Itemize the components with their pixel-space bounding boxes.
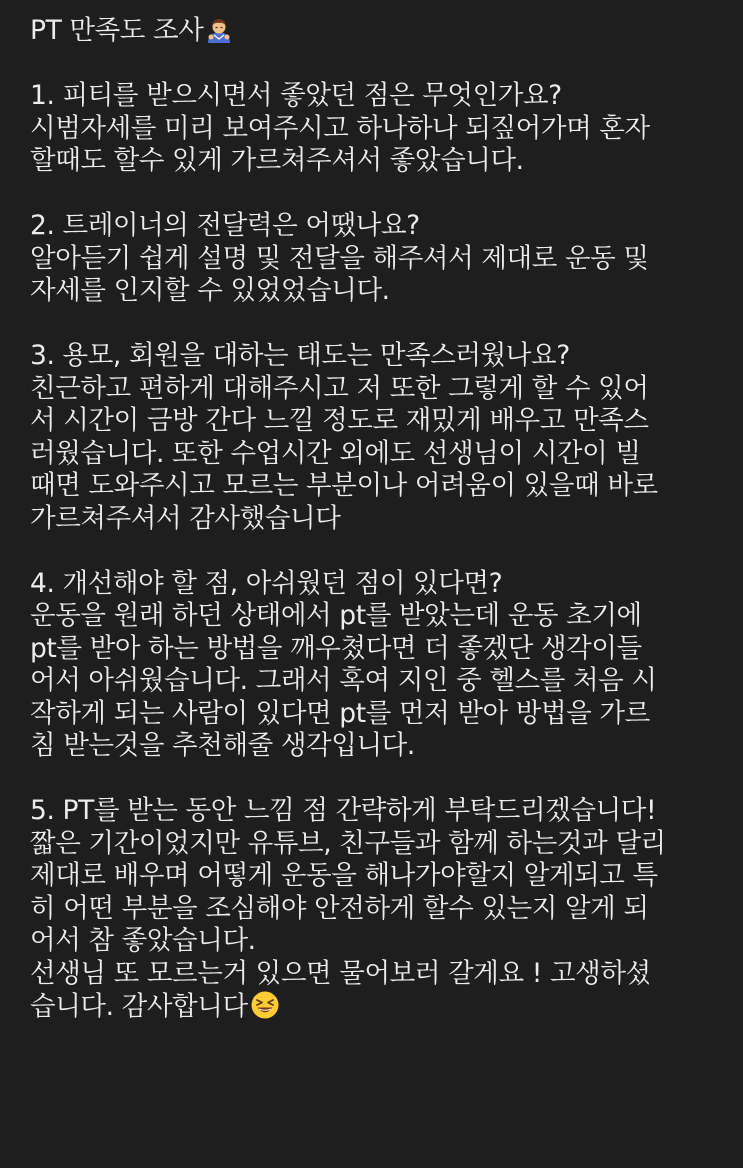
answer-4-line: 작하게 되는 사람이 있다면 pt를 먼저 받아 방법을 가르 xyxy=(30,697,650,729)
spacer xyxy=(30,48,730,81)
answer-4-line: pt를 받아 하는 방법을 깨우쳤다면 더 좋겠단 생각이들 xyxy=(30,632,642,664)
spacer xyxy=(30,308,730,341)
spacer xyxy=(30,763,730,796)
answer-5-line: 히 어떤 부분을 조심해야 안전하게 할수 있는지 알게 되 xyxy=(30,892,649,924)
answer-3-line: 친근하고 편하게 대해주시고 저 또한 그렇게 할 수 있어 xyxy=(30,372,649,404)
answer-2-line: 알아듣기 쉽게 설명 및 전달을 해주셔서 제대로 운동 및 xyxy=(30,242,649,274)
answer-5-line: 습니다. 감사합니다 xyxy=(30,991,248,1022)
answer-5-last-line xyxy=(30,990,730,1023)
answer-5-line: 제대로 배우며 어떻게 운동을 해나가야할지 알게되고 특 xyxy=(30,860,658,891)
grinning-squinting-face-icon xyxy=(250,990,280,1029)
answer-5-line: 짧은 기간이었지만 유튜브, 친구들과 함께 하는것과 달리 xyxy=(30,827,666,859)
answer-4-line: 침 받는것을 추천해줄 생각입니다. xyxy=(30,730,415,761)
question-4: 4. 개선해야 할 점, 아쉬웠던 점이 있다면? xyxy=(30,567,503,599)
answer-3-line: 가르쳐주셔서 감사했습니다 xyxy=(30,502,341,534)
note-title-line xyxy=(30,15,730,48)
answer-4-line: 어서 아쉬웠습니다. 그래서 혹여 지인 중 헬스를 처음 시 xyxy=(30,665,657,696)
question-3: 3. 용모, 회원을 대하는 태도는 만족스러웠나요? xyxy=(30,340,570,371)
answer-1-line: 시범자세를 미리 보여주시고 하나하나 되짚어가며 혼자 xyxy=(30,112,650,144)
answer-4-line: 운동을 원래 하던 상태에서 pt를 받았는데 운동 초기에 xyxy=(30,600,642,631)
answer-5-line: 어서 참 좋았습니다. xyxy=(30,925,256,956)
answer-5-line: 선생님 또 모르는거 있으면 물어보러 갈게요 ! 고생하셨 xyxy=(30,957,651,989)
answer-1-line: 할때도 할수 있게 가르쳐주셔서 좋았습니다. xyxy=(30,145,524,176)
answer-3-line: 때면 도와주시고 모르는 부분이나 어려움이 있을때 바로 xyxy=(30,470,658,501)
question-1: 1. 피티를 받으시면서 좋았던 점은 무엇인가요? xyxy=(30,80,562,111)
answer-2-line: 자세를 인지할 수 있었었습니다. xyxy=(30,275,390,306)
answer-3-line: 러웠습니다. 또한 수업시간 외에도 선생님이 시간이 빌 xyxy=(30,437,641,469)
question-2: 2. 트레이너의 전달력은 어땠나요? xyxy=(30,210,420,241)
question-5: 5. PT를 받는 동안 느낌 점 간략하게 부탁드리겠습니다! xyxy=(30,795,657,826)
spacer xyxy=(30,178,730,211)
survey-note xyxy=(30,15,730,1023)
note-title: PT 만족도 조사 xyxy=(30,15,204,46)
answer-3-line: 서 시간이 금방 간다 느낄 정도로 재밌게 배우고 만족스 xyxy=(30,405,649,436)
spacer xyxy=(30,535,730,568)
person-bowing-icon xyxy=(205,16,233,53)
